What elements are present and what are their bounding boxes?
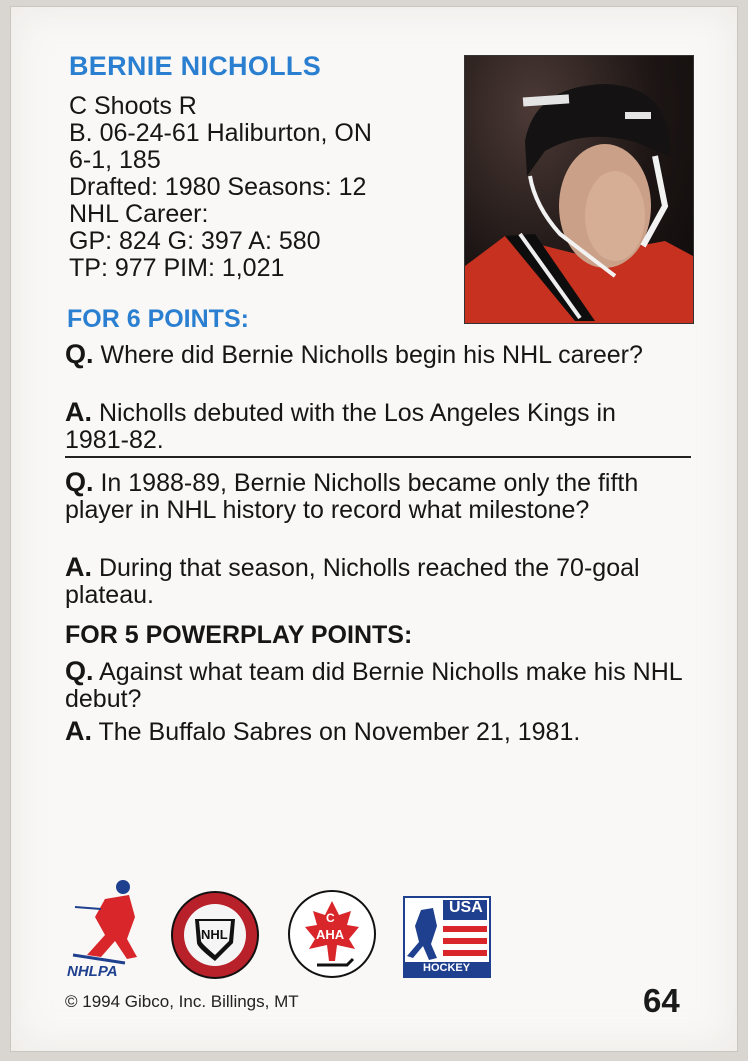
- bio-birth: B. 06-24-61 Haliburton, ON: [69, 119, 372, 147]
- question-marker: Q.: [65, 339, 94, 369]
- answer-2: [65, 554, 685, 609]
- player-name: BERNIE NICHOLLS: [69, 51, 322, 81]
- bio-career-label: NHL Career:: [69, 200, 209, 228]
- nhl-logo: [171, 891, 259, 979]
- question-marker: Q.: [65, 656, 94, 686]
- nhlpa-logo: [65, 877, 149, 981]
- divider: [65, 456, 691, 458]
- answer-marker: A.: [65, 716, 92, 746]
- copyright: © 1994 Gibco, Inc. Billings, MT: [65, 992, 299, 1011]
- card-number: 64: [643, 982, 680, 1019]
- aha-text: AHA: [316, 927, 345, 942]
- answer-1-text: Nicholls debuted with the Los Angeles Kings in 1981-82.: [65, 399, 616, 454]
- question-marker: Q.: [65, 467, 94, 497]
- bio-stats-2: TP: 977 PIM: 1,021: [69, 254, 285, 282]
- bio-stats-1: GP: 824 G: 397 A: 580: [69, 227, 321, 255]
- cana-aha-logo: [287, 889, 377, 979]
- answer-1: [65, 399, 685, 454]
- question-1: [65, 341, 685, 369]
- usa-text: USA: [449, 899, 483, 916]
- usa-hockey-logo: [403, 896, 491, 978]
- section-6-points-heading: FOR 6 POINTS:: [67, 305, 249, 333]
- bio-size: 6-1, 185: [69, 146, 161, 174]
- usa-hockey-text: HOCKEY: [423, 962, 471, 974]
- answer-2-text: During that season, Nicholls reached the 70-goal plateau.: [65, 554, 640, 609]
- answer-3: [65, 718, 685, 746]
- section-powerplay-heading: FOR 5 POWERPLAY POINTS:: [65, 621, 413, 649]
- question-1-text: Where did Bernie Nicholls begin his NHL career?: [100, 341, 643, 369]
- answer-marker: A.: [65, 552, 92, 582]
- nhlpa-text: NHLPA: [67, 963, 118, 980]
- nhl-text: NHL: [201, 927, 228, 942]
- answer-marker: A.: [65, 397, 92, 427]
- question-3: [65, 658, 685, 713]
- bio-draft: Drafted: 1980 Seasons: 12: [69, 173, 367, 201]
- answer-3-text: The Buffalo Sabres on November 21, 1981.: [98, 718, 581, 746]
- trading-card-back: [10, 6, 738, 1052]
- question-2: [65, 469, 685, 524]
- question-2-text: In 1988-89, Bernie Nicholls became only the fifth player in NHL history to record what milestone?: [65, 469, 639, 524]
- player-photo: [464, 55, 694, 324]
- aha-c-text: C: [326, 911, 335, 925]
- question-3-text: Against what team did Bernie Nicholls make his NHL debut?: [65, 658, 682, 713]
- bio-position: C Shoots R: [69, 92, 197, 120]
